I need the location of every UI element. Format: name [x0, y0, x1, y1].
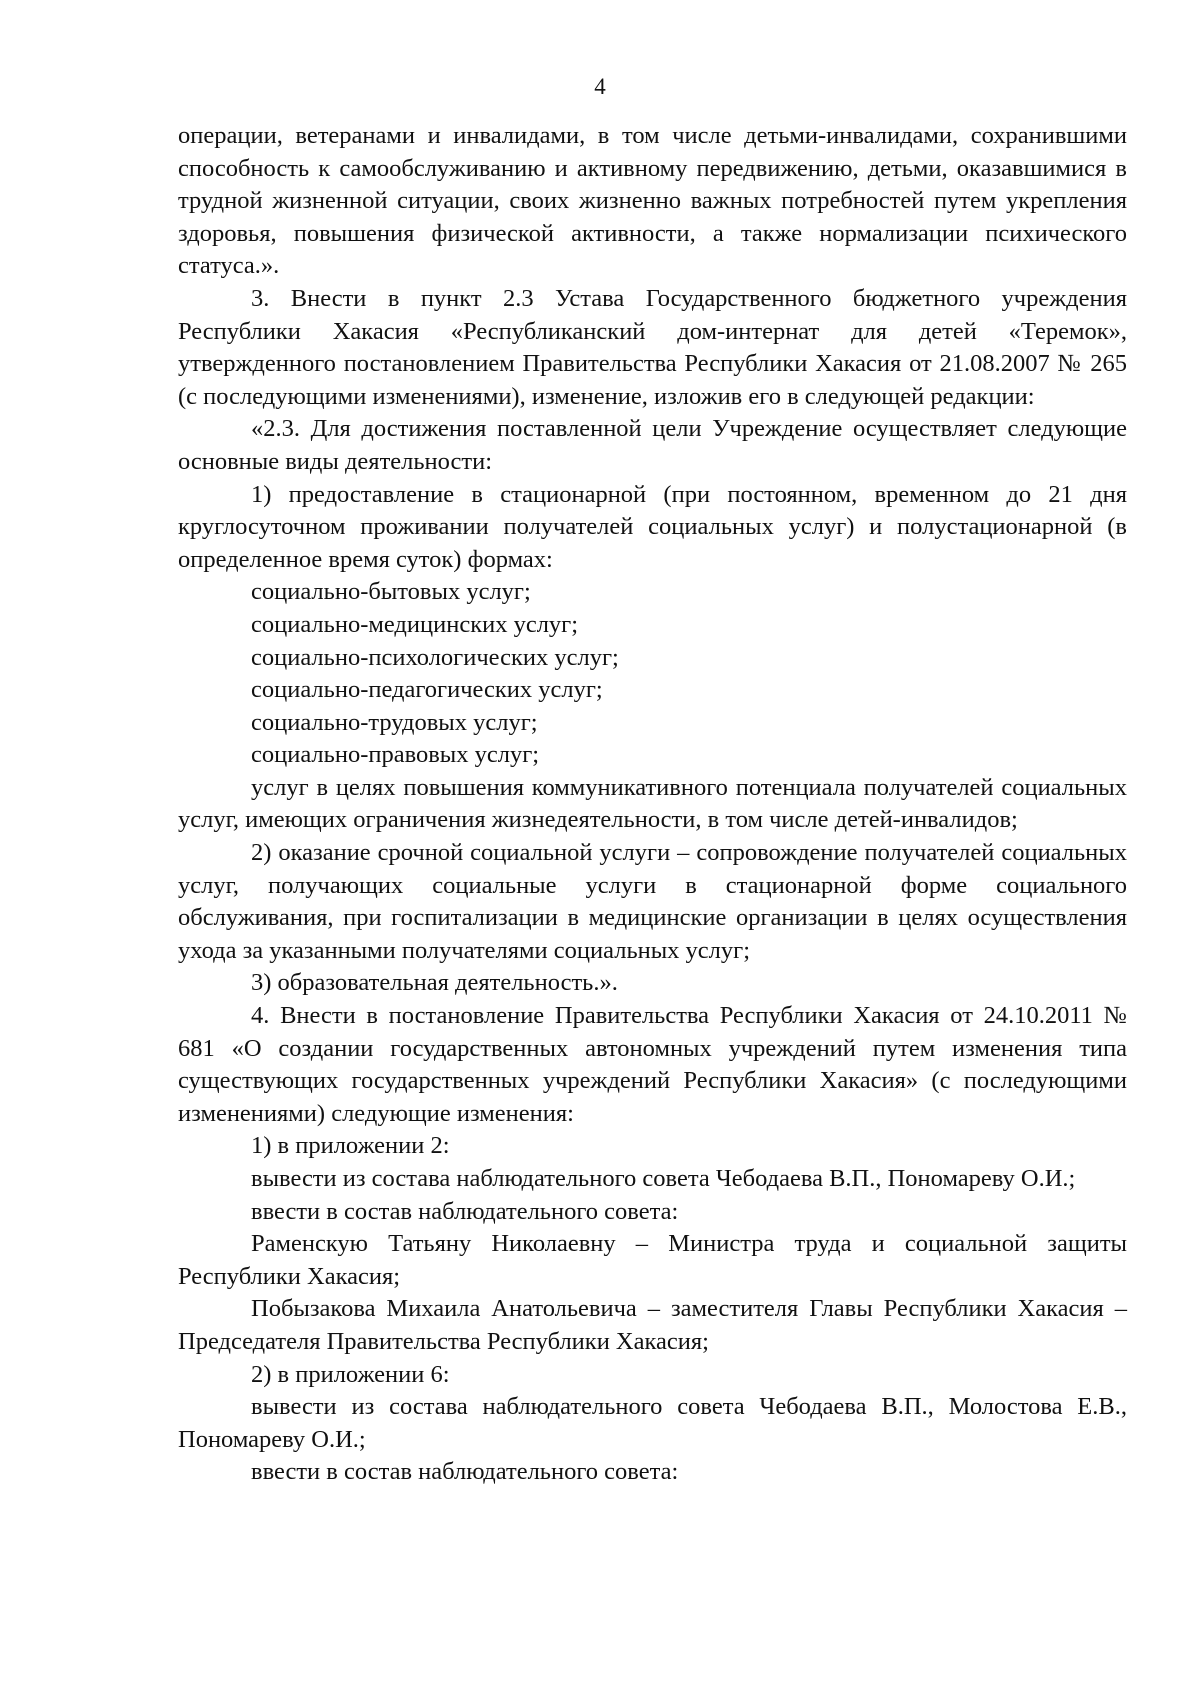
list-item-social-household: социально-бытовых услуг;	[251, 578, 531, 606]
paragraph-add-members-1: ввести в состав наблюдательного совета:	[251, 1197, 679, 1225]
list-item-social-psychological: социально-психологических услуг;	[251, 643, 619, 671]
paragraph-subitem-3: 3) образовательная деятельность.».	[251, 969, 618, 997]
list-item-social-medical: социально-медицинских услуг;	[251, 610, 579, 638]
paragraph-remove-members-2: вывести из состава наблюдательного совета Чебодаева В.П., Молостова Е.В., Пономареву О.И.;	[178, 1393, 1127, 1453]
paragraph-subitem-2: 2) оказание срочной социальной услуги – сопровождение получателей социальных услуг, получающих социальные услуги в стационарной форме социального обслуживания, при госпитализации в медицинские организации в целях осуществления ухода за указанными получателями социальных услуг;	[178, 839, 1127, 964]
paragraph-continuation: операции, ветеранами и инвалидами, в том числе детьми-инвалидами, сохранившими способность к самообслуживанию и активному передвижению, детьми, оказавшимися в трудной жизненной ситуации, своих жизненно важных потребностей путем укрепления здоровья, повышения физической активности, а также нормализации психического статуса.».	[178, 122, 1127, 280]
document-body	[178, 120, 1127, 1489]
paragraph-clause-2-3: «2.3. Для достижения поставленной цели Учреждение осуществляет следующие основные виды деятельности:	[178, 415, 1127, 475]
list-item-social-pedagogical: социально-педагогических услуг;	[251, 676, 603, 704]
paragraph-subitem-1: 1) предоставление в стационарной (при постоянном, временном до 21 дня круглосуточном проживании получателей социальных услуг) и полустационарной (в определенное время суток) формах:	[178, 480, 1127, 573]
paragraph-add-members-2: ввести в состав наблюдательного совета:	[251, 1458, 679, 1486]
paragraph-appendix-6: 2) в приложении 6:	[251, 1360, 450, 1388]
paragraph-item-4: 4. Внести в постановление Правительства Республики Хакасия от 24.10.2011 № 681 «О создании государственных автономных учреждений путем изменения типа существующих государственных учреждений Республики Хакасия» (с последующими изменениями) следующие изменения:	[178, 1002, 1127, 1127]
paragraph-item-3: 3. Внести в пункт 2.3 Устава Государственного бюджетного учреждения Республики Хакасия «Республиканский дом-интернат для детей «Теремок», утвержденного постановлением Правительства Республики Хакасия от 21.08.2007 № 265 (с последующими изменениями), изменение, изложив его в следующей редакции:	[178, 284, 1127, 410]
paragraph-appendix-2: 1) в приложении 2:	[251, 1132, 450, 1160]
list-item-social-labor: социально-трудовых услуг;	[251, 708, 538, 736]
page-number: 4	[594, 74, 606, 99]
paragraph-ramenskaya: Раменскую Татьяну Николаевну – Министра труда и социальной защиты Республики Хакасия;	[178, 1230, 1127, 1290]
paragraph-remove-members-1: вывести из состава наблюдательного совета Чебодаева В.П., Пономареву О.И.;	[251, 1165, 1076, 1192]
list-item-communicative: услуг в целях повышения коммуникативного потенциала получателей социальных услуг, имеющих ограничения жизнедеятельности, в том числе детей-инвалидов;	[178, 773, 1127, 834]
list-item-social-legal: социально-правовых услуг;	[251, 741, 540, 769]
paragraph-pobyzakov: Побызакова Михаила Анатольевича – заместителя Главы Республики Хакасия – Председателя Правительства Республики Хакасия;	[178, 1295, 1127, 1355]
